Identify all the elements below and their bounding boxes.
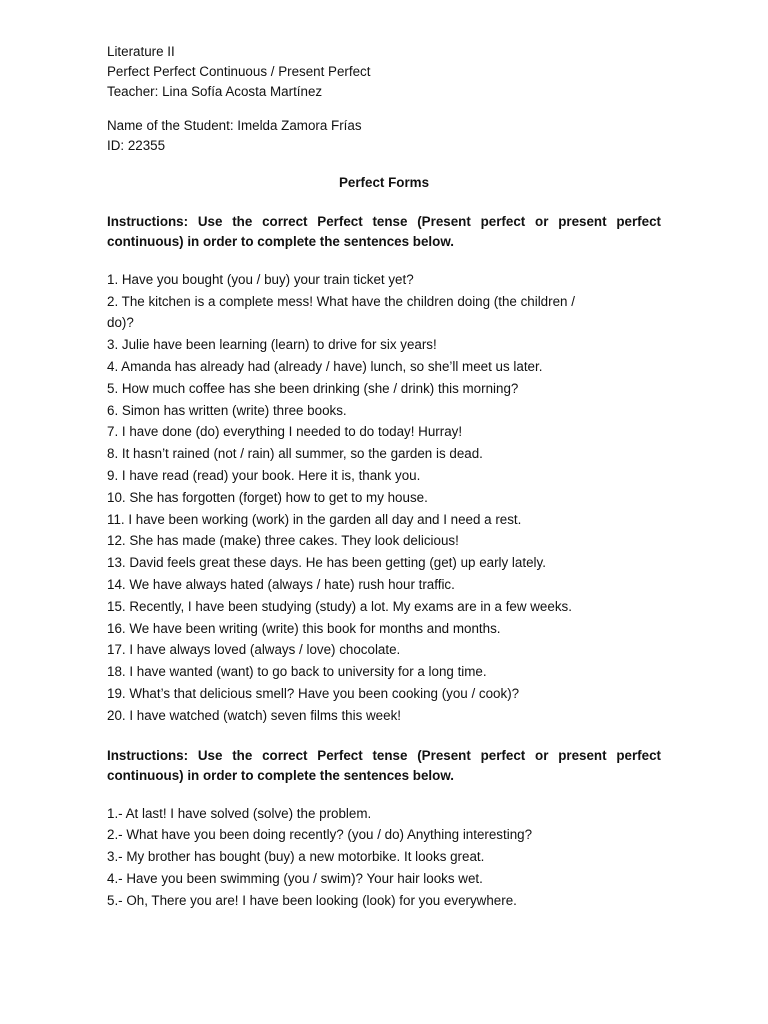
list-item: 1.- At last! I have solved (solve) the problem. bbox=[107, 805, 372, 821]
student-name: Name of the Student: Imelda Zamora Frías bbox=[107, 118, 362, 134]
list-item: 6. Simon has written (write) three books. bbox=[107, 402, 347, 418]
list-item: 20. I have watched (watch) seven films this week! bbox=[107, 707, 401, 723]
list-item: 17. I have always loved (always / love) chocolate. bbox=[107, 642, 401, 658]
list-item: 14. We have always hated (always / hate) rush hour traffic. bbox=[107, 576, 455, 592]
list-item: 3.- My brother has bought (buy) a new motorbike. It looks great. bbox=[107, 849, 485, 865]
list-item: 19. What’s that delicious smell? Have you been cooking (you / cook)? bbox=[107, 685, 520, 701]
list-item: 11. I have been working (work) in the garden all day and I need a rest. bbox=[107, 511, 522, 527]
list-item: 16. We have been writing (write) this book for months and months. bbox=[107, 620, 501, 636]
assignment-topic: Perfect Perfect Continuous / Present Perfect bbox=[107, 63, 371, 79]
list-item: 4.- Have you been swimming (you / swim)? Your hair looks wet. bbox=[107, 870, 483, 886]
section2-exercise-list bbox=[107, 803, 661, 912]
list-item: 7. I have done (do) everything I needed to do today! Hurray! bbox=[107, 424, 463, 440]
document-title: Perfect Forms bbox=[338, 174, 430, 190]
list-item: 18. I have wanted (want) to go back to university for a long time. bbox=[107, 664, 487, 680]
list-item: 8. It hasn’t rained (not / rain) all summer, so the garden is dead. bbox=[107, 446, 483, 462]
course-name: Literature II bbox=[107, 44, 175, 59]
section2-instructions: Instructions: Use the correct Perfect tense (Present perfect or present perfect continuous) in order to complete the sentences below. bbox=[107, 747, 661, 783]
list-item: 12. She has made (make) three cakes. They look delicious! bbox=[107, 533, 459, 549]
document-content bbox=[107, 42, 661, 912]
section1-instructions: Instructions: Use the correct Perfect tense (Present perfect or present perfect continuous) in order to complete the sentences below. bbox=[107, 213, 661, 249]
student-id: ID: 22355 bbox=[107, 138, 166, 154]
list-item: 5. How much coffee has she been drinking (she / drink) this morning? bbox=[107, 380, 519, 396]
list-item: 4. Amanda has already had (already / have) lunch, so she’ll meet us later. bbox=[107, 358, 543, 374]
list-item: 1. Have you bought (you / buy) your train ticket yet? bbox=[107, 271, 414, 287]
list-item: 2. The kitchen is a complete mess! What have the children doing (the children / do)? bbox=[107, 293, 575, 331]
list-item: 2.- What have you been doing recently? (you / do) Anything interesting? bbox=[107, 827, 533, 843]
list-item: 13. David feels great these days. He has been getting (get) up early lately. bbox=[107, 555, 546, 571]
list-item: 10. She has forgotten (forget) how to get to my house. bbox=[107, 489, 428, 505]
list-item: 3. Julie have been learning (learn) to drive for six years! bbox=[107, 337, 437, 353]
list-item: 5.- Oh, There you are! I have been looking (look) for you everywhere. bbox=[107, 892, 517, 908]
list-item: 15. Recently, I have been studying (study) a lot. My exams are in a few weeks. bbox=[107, 598, 572, 614]
list-item: 9. I have read (read) your book. Here it is, thank you. bbox=[107, 467, 421, 483]
teacher-name: Teacher: Lina Sofía Acosta Martínez bbox=[107, 83, 323, 99]
section1-exercise-list bbox=[107, 269, 661, 727]
